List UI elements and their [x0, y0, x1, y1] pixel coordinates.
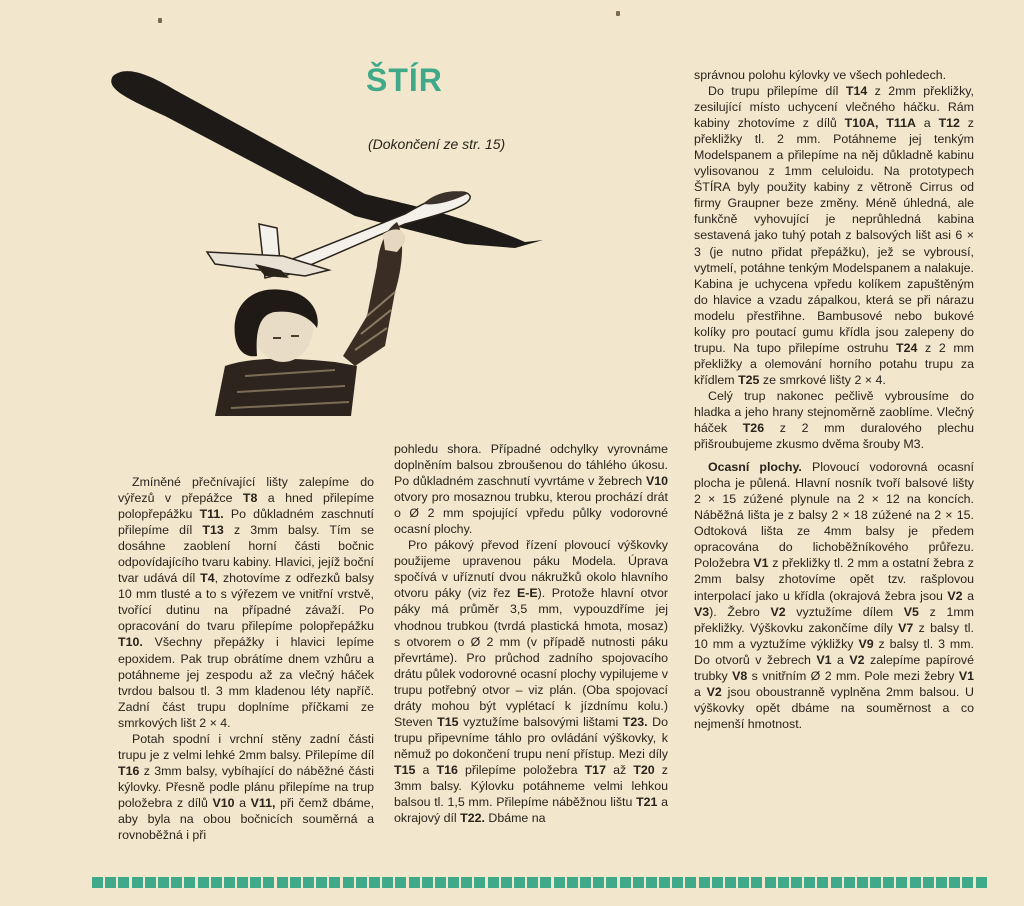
border-square: [672, 877, 683, 888]
border-square: [896, 877, 907, 888]
border-square: [237, 877, 248, 888]
border-square: [316, 877, 327, 888]
paragraph: Zmíněné přečnívající lišty zalepíme do výřezů v přepážce T8 a hned přilepíme polopřepážku T11. Po důkladném zaschnutí přilepíme díl T13 z 3mm balsy. Tím se dosáhne zaoblení horní části bočnic odpovídajícího tvaru kabiny. Hlavici, jejíž boční tvar udává díl T4, zhotovíme z odřezků balsy 10 mm tlusté a to s výřezem ve vnitřní vrstvě, tvořící dutinu na případné závaží. Po opracování do tvaru přilepíme polopřepážku T10. Všechny přepážky i hlavici lepíme epoxidem. Pak trup obrátíme dnem vzhůru a potáhneme jej zespodu až za vlečný háček tvrdou balsou tl. 3 mm kladenou léty napříč. Zadní část trupu doplníme příčkami ze smrkových lišt 2 × 4.: [118, 475, 375, 730]
border-square: [738, 877, 749, 888]
border-square: [949, 877, 960, 888]
border-square: [145, 877, 156, 888]
border-square: [422, 877, 433, 888]
border-square: [263, 877, 274, 888]
border-square: [593, 877, 604, 888]
border-square: [870, 877, 881, 888]
border-square: [290, 877, 301, 888]
border-square: [765, 877, 776, 888]
border-square: [461, 877, 472, 888]
border-square: [554, 877, 565, 888]
border-square: [778, 877, 789, 888]
border-square: [620, 877, 631, 888]
border-square: [633, 877, 644, 888]
border-square: [474, 877, 485, 888]
paragraph: pohledu shora. Případné odchylky vyrovnáme doplněním balsou zbroušenou do táhlého úkosu. Po důkladném zaschnutí vyvrtáme v žebrech V10 otvory pro mosaznou trubku, kterou prochází drát o Ø 2 mm spojující vpředu půlky vodorovné ocasní plochy.: [394, 442, 668, 537]
glider-photo: [105, 66, 545, 416]
border-square: [92, 877, 103, 888]
border-square: [277, 877, 288, 888]
border-square: [250, 877, 261, 888]
border-square: [831, 877, 842, 888]
border-square: [158, 877, 169, 888]
border-square: [791, 877, 802, 888]
border-square: [211, 877, 222, 888]
article-title: ŠTÍR: [366, 62, 443, 98]
border-square: [132, 877, 143, 888]
border-square: [580, 877, 591, 888]
glider-wing: [111, 71, 543, 248]
border-square: [395, 877, 406, 888]
decorative-square-border: [92, 877, 992, 891]
text-column-1: [118, 474, 374, 843]
border-square: [527, 877, 538, 888]
border-square: [910, 877, 921, 888]
print-mark: [616, 11, 620, 16]
border-square: [343, 877, 354, 888]
border-square: [435, 877, 446, 888]
border-square: [409, 877, 420, 888]
border-square: [184, 877, 195, 888]
border-square: [448, 877, 459, 888]
border-square: [923, 877, 934, 888]
border-square: [883, 877, 894, 888]
border-square: [685, 877, 696, 888]
border-square: [514, 877, 525, 888]
paragraph: správnou polohu kýlovky ve všech pohledech.: [694, 68, 947, 82]
text-column-2: [394, 441, 668, 826]
border-square: [936, 877, 947, 888]
paragraph: Pro pákový převod řízení plovoucí výškovky použijeme upravenou páku Modela. Úprava spočívá v uříznutí dvou nákružků okolo hlavního otvoru páky (viz řez E-E). Protože hlavní otvor páky má průměr 3,5 mm, vypouzdříme jej vhodnou trubkou (tvrdá plastická hmota, mosaz) s otvorem o Ø 2 mm (v případě nutnosti páku převrtáme). Pro průchod zadního spojovacího drátu půlek vodorovné ocasní plochy vypilujeme v trupu potřebný otvor – viz plán. (Oba spojovací dráty mohou být vyplétací k jízdnímu kolu.) Steven T15 vyztužíme balsovými lištami T23. Do trupu připevníme táhlo pro ovládání výškovky, k němuž po dokončení trupu není přístup. Mezi díly T15 a T16 přilepíme položebra T17 až T20 z 3mm balsy. Kýlovku potáhneme velmi lehkou balsou tl. 1,5 mm. Přilepíme náběžnou lištu T21 a okrajový díl T22. Dbáme na: [394, 538, 668, 826]
text-column-3: [694, 67, 974, 732]
border-square: [356, 877, 367, 888]
border-square: [105, 877, 116, 888]
border-square: [804, 877, 815, 888]
border-square: [725, 877, 736, 888]
border-square: [962, 877, 973, 888]
border-square: [606, 877, 617, 888]
border-square: [171, 877, 182, 888]
print-mark: [158, 18, 162, 23]
border-square: [659, 877, 670, 888]
border-square: [329, 877, 340, 888]
article-subtitle: (Dokončení ze str. 15): [368, 136, 506, 152]
border-square: [488, 877, 499, 888]
border-square: [844, 877, 855, 888]
border-square: [712, 877, 723, 888]
border-square: [817, 877, 828, 888]
border-square: [369, 877, 380, 888]
border-square: [224, 877, 235, 888]
border-square: [699, 877, 710, 888]
paragraph: Celý trup nakonec pečlivě vybrousíme do hladka a jeho hrany stejnoměrně zaoblíme. Vlečný háček T26 z 2 mm duralového plechu přišroubujeme zkusmo dvěma šrouby M3.: [694, 388, 974, 452]
border-square: [976, 877, 987, 888]
paragraph: Do trupu přilepíme díl T14 z 2mm překližky, zesilující místo uchycení vlečného háčku. Rám kabiny zhotovíme z dílů T10A, T11A a T12 z překližky tl. 2 mm. Potáhneme jej tenkým Modelspanem a přilepíme na něj důkladně kabinu vylisovanou z 1mm celuloidu. Na prototypech ŠTÍRA byly použity kabiny z větroně Cirrus od firmy Graupner beze změny. Méně úhledná, ale funkčně vyhovující je neprůhledná kabina sestavená jako tuhý potah z balsových lišt asi 6 × 3 (je nutno přidat přepážku), jež se vybrousí, vytmelí, potáhne tenkým Modelspanem a nalakuje. Kabina je uchycena vpředu kolíkem zapuštěným do hlavice a vzadu zápalkou, která se při nárazu modelu přestřihne. Bambusové nebo bukové kolíky pro poutací gumu křídla jsou zalepeny do trupu. Na tupo přilepíme ostruhu T24 z 2 mm překližky a olemování horního potahu trupu za křídlem T25 ze smrkové lišty 2 × 4.: [694, 84, 975, 387]
border-square: [303, 877, 314, 888]
border-square: [382, 877, 393, 888]
border-square: [857, 877, 868, 888]
paragraph-ocasni-plochy: Ocasní plochy. Plovoucí vodorovná ocasní plocha je půlená. Hlavní nosník tvoří balsové lišty 2 × 15 zúžené plynule na 2 × 12 na koncích. Náběžná lišta je z balsy 2 × 18 zúžené na 2 × 15. Odtoková lišta ze 4mm balsy je předem opracována do lichoběžníkového průřezu. Položebra V1 z překližky tl. 2 mm a ostatní žebra z 2mm balsy zhotovíme opět tzv. rašplovou interpolací jako u křídla (okrajová žebra jsou V2 a V3). Žebro V2 vyztužíme dílem V5 z 1mm překližky. Výškovku zakončíme díly V7 z balsy tl. 10 mm a vyztužíme výkližky V9 z balsy tl. 3 mm. Do otvorů v žebrech V1 a V2 zalepíme papírové trubky V8 s vnitřním Ø 2 mm. Pole mezi žebry V1 a V2 jsou oboustranně vyplněna 2mm balsou. U výškovky opět dbáme na souměrnost a co nejmenší hmotnost.: [694, 460, 974, 731]
paragraph: Potah spodní i vrchní stěny zadní části trupu je z velmi lehké 2mm balsy. Přilepíme díl T16 z 3mm balsy, vybíhající do náběžné části kýlovky. Přesně podle plánu přilepíme na trup položebra z dílů V10 a V11, při čemž dbáme, aby byla na obou bočnicích souměrná a rovnoběžná i při: [118, 731, 375, 843]
border-square: [751, 877, 762, 888]
border-square: [501, 877, 512, 888]
border-square: [118, 877, 129, 888]
border-square: [646, 877, 657, 888]
border-square: [540, 877, 551, 888]
border-square: [198, 877, 209, 888]
border-square: [567, 877, 578, 888]
